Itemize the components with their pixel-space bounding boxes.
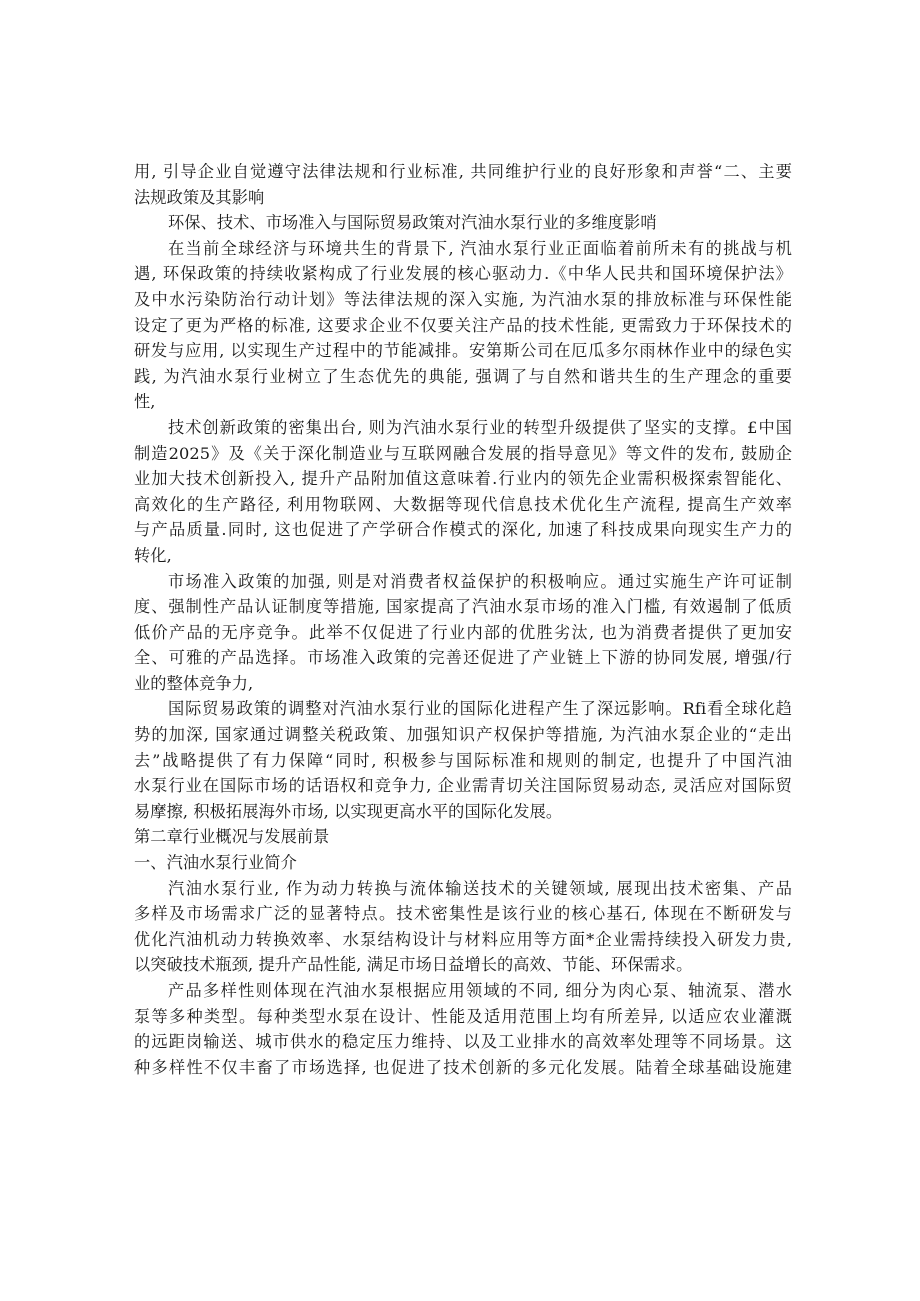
- text-line: 用, 引导企业自觉遵守法律法规和行业标准, 共同维护行业的良好形象和声誉“二、主要: [134, 162, 792, 181]
- text-line: 度、强制性产品认证制度等措施, 国家提高了汽油水泵市场的准入门槛, 有效遏制了低质: [134, 597, 792, 617]
- text-line: 的远距岗输送、城市供水的稳定压力维持、以及工业排水的高效率处理等不同场景。这: [134, 1032, 792, 1052]
- text-line: 汽油水泵行业, 作为动力转换与流体输送技术的关键领域, 展现出技术密集、产品: [168, 878, 792, 898]
- document-page: [134, 159, 792, 1080]
- text-line: 研发与应用, 以实现生产过程中的节能减排。安第斯公司在厄瓜多尔雨林作业中的绿色实: [134, 341, 792, 361]
- text-line: 水泵行业在国际市场的话语权和竞争力, 企业需青切关注国际贸易动态, 灵活应对国际贸: [134, 776, 792, 796]
- text-line: 全、可雅的产品选择。市场准入政策的完善还促进了产业链上下游的协同发展, 增强/行: [134, 648, 792, 668]
- text-line: 低价产品的无序竞争。此举不仅促进了行业内部的优胜劣汰, 也为消费者提供了更加安: [134, 622, 792, 642]
- text-line: 业加大技术创新投入, 提升产品附加值这意味着.行业内的领先企业需积极探索智能化、: [134, 469, 792, 489]
- text-line: 以突破技术瓶颈, 提升产品性能, 满足市场日益增长的高效、节能、环保需求。: [134, 955, 693, 975]
- text-line: 多样及市场需求广泛的显著特点。技术密集性是该行业的核心基石, 体现在不断研发与: [134, 904, 792, 924]
- text-line: 国际贸易政策的调整对汽油水泵行业的国际化进程产生了深远影响。Rfi看全球化趋: [168, 699, 792, 719]
- text-line: 设定了更为严格的标准, 这要求企业不仅要关注产品的技术性能, 更需致力于环保技术的: [134, 315, 792, 335]
- text-line: 与产品质量.同时, 这也促进了产学研合作模式的深化, 加速了科技成果向现实生产力的: [134, 520, 792, 540]
- text-line: 市场准入政策的加强, 则是对消费者权益保护的积极响应。通过实施生产许可证制: [168, 571, 792, 591]
- text-line: 践, 为汽油水泵行业树立了生态优先的典能, 强调了与自然和谐共生的生产理念的重要: [134, 366, 792, 386]
- text-line: 去”战略提供了有力保障“同时, 积极参与国际标准和规则的制定, 也提升了中国汽油: [134, 750, 792, 770]
- text-line: 优化汽油机动力转换效率、水泵结构设计与材料应用等方面*企业需持续投入研发力贵,: [134, 929, 792, 949]
- text-line: 制造2025》及《关于深化制造业与互联网融合发展的指导意见》等文件的发布, 鼓励企: [134, 443, 792, 463]
- text-line: 产品多样性则体现在汽油水泵根据应用领域的不同, 细分为肉心泵、轴流泵、潜水: [168, 981, 792, 1000]
- text-line: 势的加深, 国家通过调整关税政策、加强知识产权保护等措施, 为汽油水泵企业的“走出: [134, 725, 792, 745]
- text-line: 在当前全球经济与环境共生的背景下, 汽油水泵行业正面临着前所未有的挑战与机: [168, 238, 792, 258]
- text-line: 转化,: [134, 545, 172, 565]
- text-line: 一、汽油水泵行业简介: [134, 853, 297, 873]
- text-line: 环保、技术、市场准入与国际贸易政策对汽油水泵行业的多维度影哨: [168, 213, 657, 233]
- text-line: 第二章行业概况与发展前景: [134, 827, 330, 847]
- text-line: 性,: [134, 392, 156, 412]
- text-line: 高效化的生产路径, 利用物联网、大数据等现代信息技术优化生产流程, 提高生产效率: [134, 494, 792, 514]
- text-line: 及中水污染防治行动计划》等法律法规的深入实施, 为汽油水泵的排放标准与环保性能: [134, 289, 792, 309]
- text-line: 泵等多种类型。每种类型水泵在设计、性能及适用范围上均有所差异, 以适应农业灌溉: [134, 1006, 792, 1026]
- text-line: 遇, 环保政策的持续收紧构成了行业发展的核心驱动力.《中华人民共和国环境保护法》: [134, 264, 792, 284]
- text-line: 法规政策及其影响: [134, 187, 265, 207]
- text-line: 业的整体竞争力,: [134, 673, 254, 693]
- text-line: 易摩擦, 积极拓展海外市场, 以实现更高水平的国际化发展。: [134, 801, 563, 821]
- text-line: 种多样性不仅丰畜了市场选择, 也促进了技术创新的多元化发展。陆着全球基础设施建: [134, 1057, 792, 1077]
- text-line: 技术创新政策的密集出台, 则为汽油水泵行业的转型升级提供了坚实的支撑。£中国: [168, 417, 792, 437]
